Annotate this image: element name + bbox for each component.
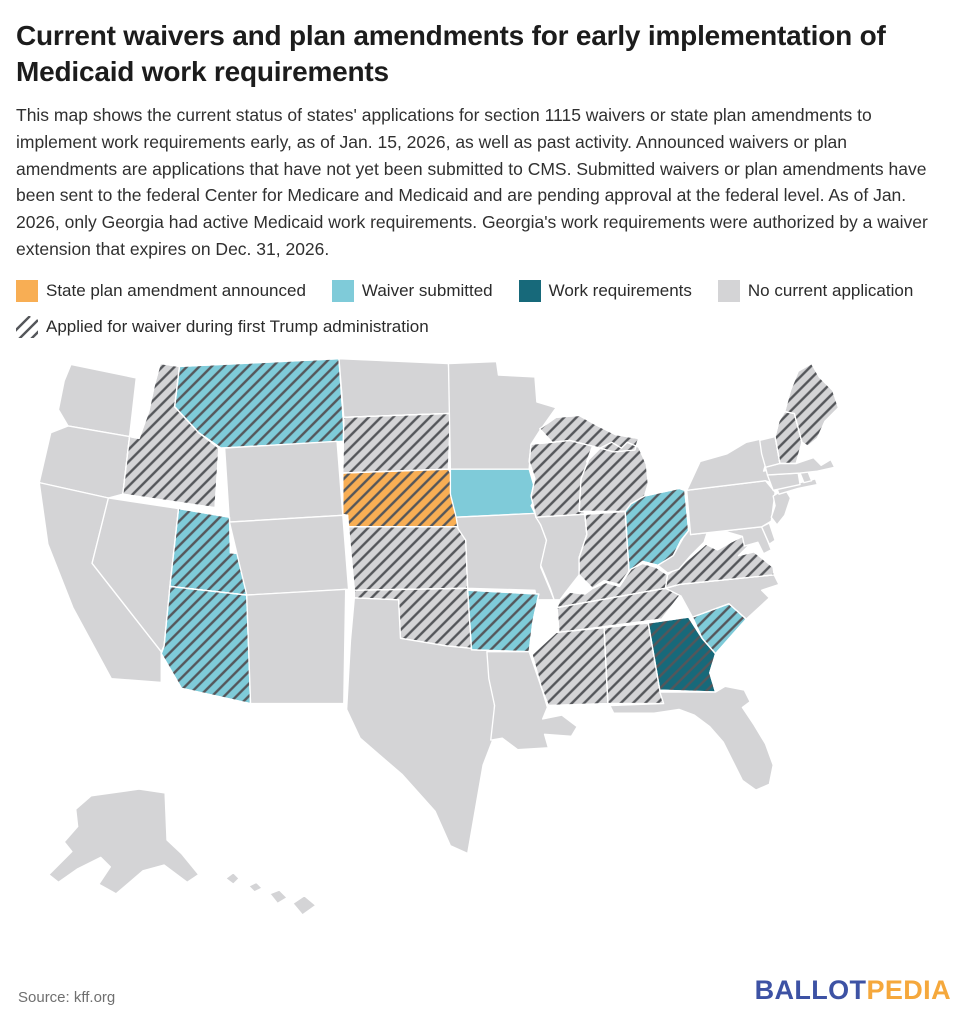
state-ak xyxy=(49,789,199,894)
legend-label: State plan amendment announced xyxy=(46,280,306,300)
legend-label: Waiver submitted xyxy=(361,280,493,300)
state-ar-hatch-overlay xyxy=(468,590,539,651)
logo-ballot: BALLOT xyxy=(754,975,867,1005)
legend-row-hatch xyxy=(16,316,953,338)
legend-item-spa-announced xyxy=(16,280,306,302)
legend-label: No current application xyxy=(747,280,914,300)
footer xyxy=(16,975,953,1024)
light-blue-swatch-icon xyxy=(332,280,354,302)
us-choropleth-map xyxy=(16,352,953,938)
state-in-hatch-overlay xyxy=(579,511,629,588)
legend-label: Applied for waiver during first Trump administration xyxy=(46,316,429,336)
state-ia xyxy=(450,469,536,517)
source-credit: Source: kff.org xyxy=(18,989,116,1006)
state-wy xyxy=(225,441,343,522)
us-map xyxy=(16,352,953,938)
legend-label: Work requirements xyxy=(548,280,692,300)
state-ne-hatch-overlay xyxy=(343,469,464,527)
state-ks-hatch-overlay xyxy=(349,527,468,590)
dark-teal-swatch-icon xyxy=(519,280,541,302)
map-description: This map shows the current status of states' applications for section 1115 waivers or state plan amendments to implement work requirements early, as of Jan. 15, 2026, as well as past activity. Announced waivers or plan amendments are applications that have not yet been submitted to CMS. Submitted waivers or plan amendments have been sent to the federal Center for Medicare and Medicaid and are pending approval at the federal level. As of Jan. 2026, only Georgia had active Medicaid work requirements. Georgia's work requirements were authorized by a waiver extension that expires on Dec. 31, 2026. xyxy=(16,105,928,259)
hatch-pattern-icon xyxy=(16,316,38,338)
logo-pedia: PEDIA xyxy=(866,975,951,1005)
orange-swatch-icon xyxy=(16,280,38,302)
ballotpedia-logo xyxy=(755,975,951,1006)
gray-swatch-icon xyxy=(718,280,740,302)
state-hi xyxy=(226,872,316,914)
legend-item-waiver-submitted xyxy=(332,280,493,302)
state-nd xyxy=(339,358,450,417)
page-title: Current waivers and plan amendments for early implementation of Medicaid work requirements xyxy=(16,20,886,87)
state-mo xyxy=(456,513,554,599)
state-sd-hatch-overlay xyxy=(343,413,451,473)
state-ms-hatch-overlay xyxy=(532,627,608,705)
legend-item-no-application xyxy=(718,280,913,302)
state-co xyxy=(229,515,348,595)
legend-item-prior-application xyxy=(16,316,429,338)
state-nm xyxy=(247,589,346,703)
state-az-hatch-overlay xyxy=(161,586,250,703)
legend-item-work-requirements xyxy=(519,280,692,302)
legend xyxy=(16,280,953,338)
legend-row-colors xyxy=(16,280,953,302)
